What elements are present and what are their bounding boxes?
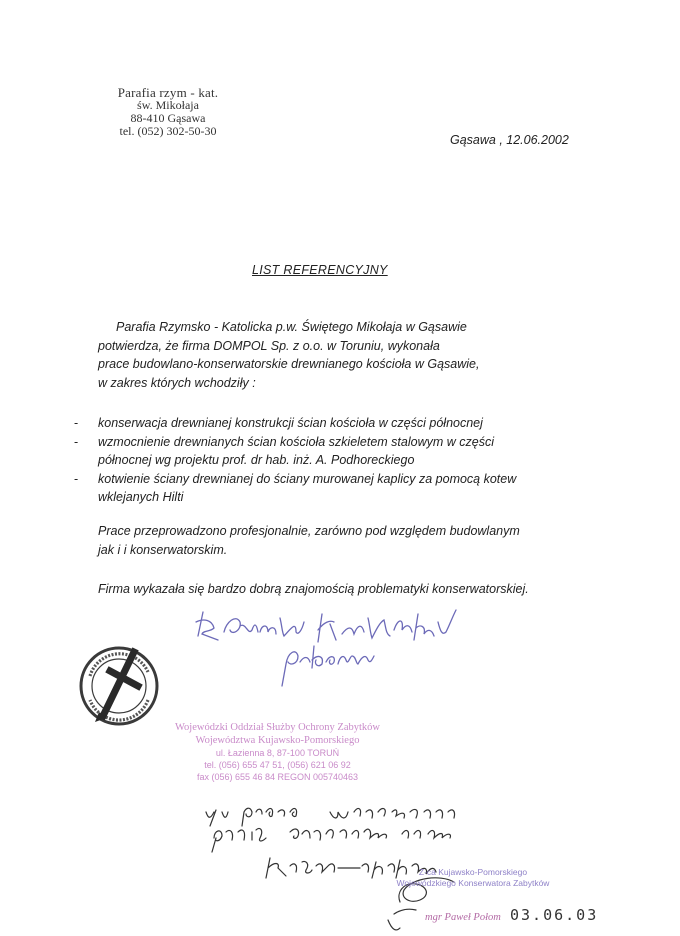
priest-signature xyxy=(196,610,456,686)
intro-line: Parafia Rzymsko - Katolicka p.w. Świętego Mikołaja w Gąsawie xyxy=(116,320,467,334)
list-dash: - xyxy=(74,416,79,430)
conservation-office-stamp xyxy=(150,721,405,783)
list-item-text: północnej wg projektu prof. dr hab. inż. A. Podhoreckiego xyxy=(98,453,415,467)
intro-line: potwierdza, że firma DOMPOL Sp. z o.o. w Toruniu, wykonała xyxy=(98,338,440,353)
list-item-text: kotwienie ściany drewnianej do ściany murowanej kaplicy za pomocą kotew xyxy=(98,471,517,486)
intro-line: w zakres których wchodziły : xyxy=(98,375,256,390)
stamp-line: Województwa Kujawsko-Pomorskiego xyxy=(195,735,360,746)
sender-phone: tel. (052) 302-50-30 xyxy=(119,124,217,138)
closing-paragraph: Firma wykazała się bardzo dobrą znajomością problematyki konserwatorskiej. xyxy=(98,582,529,596)
sender-line-2: św. Mikołaja xyxy=(137,98,199,112)
paragraph-line: Prace przeprowadzono profesjonalnie, zarówno pod względem budowlanym xyxy=(98,524,520,538)
round-parish-stamp xyxy=(81,648,157,724)
list-dash: - xyxy=(74,434,79,449)
sender-name: Parafia rzym - kat. xyxy=(117,85,219,100)
deputy-conservator-stamp xyxy=(384,867,562,889)
list-item-text: wklejanych Hilti xyxy=(98,490,184,504)
signer-name: mgr Paweł Połom xyxy=(425,912,501,923)
stamp-line: Wojewódzki Oddział Służby Ochrony Zabytków xyxy=(174,722,381,733)
list-item-text: wzmocnienie drewnianych ścian kościoła szkieletem stalowym w części xyxy=(98,434,494,449)
list-dash: - xyxy=(74,471,79,486)
stamp-line: Wojewódzkiego Konserwatora Zabytków xyxy=(396,878,550,888)
sender-line-3: 88-410 Gąsawa xyxy=(130,111,206,125)
letter-date: Gąsawa , 12.06.2002 xyxy=(450,133,569,147)
stamp-line: fax (056) 655 46 84 REGON 005740463 xyxy=(196,772,359,782)
letter-title: LIST REFERENCYJNY xyxy=(252,263,388,277)
stamp-line: Z-ca Kujawsko-Pomorskiego xyxy=(418,867,528,877)
stamp-line: ul. Łazienna 8, 87-100 TORUŃ xyxy=(215,748,340,758)
stamp-line: tel. (056) 655 47 51, (056) 621 06 92 xyxy=(204,760,351,770)
handwritten-date: 03.06.03 xyxy=(510,906,599,924)
paragraph-line: jak i i konserwatorskim. xyxy=(98,542,228,557)
intro-line: prace budowlano-konserwatorskie drewnianego kościoła w Gąsawie, xyxy=(98,357,480,371)
list-item-text: konserwacja drewnianej konstrukcji ścian kościoła w części północnej xyxy=(98,416,483,430)
